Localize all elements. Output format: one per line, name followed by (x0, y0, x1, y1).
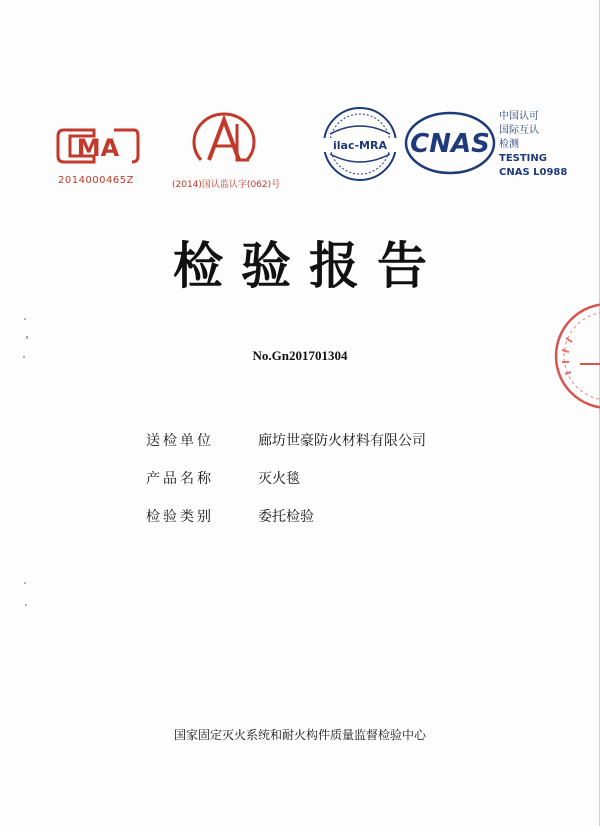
field-label-submitting-unit: 送检单位 (146, 433, 214, 449)
field-value-submitting-unit: 廊坊世豪防火材料有限公司 (258, 433, 426, 449)
cma-logo (54, 126, 142, 166)
field-label-product-name: 产品名称 (146, 471, 214, 487)
scan-speck (24, 582, 26, 584)
svg-text:ilac-MRA: ilac-MRA (333, 139, 387, 152)
scan-speck (24, 318, 26, 320)
field-label-inspection-type: 检验类别 (146, 509, 214, 525)
svg-text:CNAS: CNAS (410, 129, 490, 159)
scan-speck (25, 604, 27, 606)
cal-accreditation-caption: (2014)国认监认字(062)号 (172, 180, 281, 190)
ilac-mra-logo (316, 104, 404, 184)
scan-speck (23, 356, 25, 358)
cnas-logo (403, 110, 498, 176)
cnas-text-line: 国际互认 (499, 125, 539, 136)
cnas-accreditation-number: CNAS L0988 (499, 167, 568, 178)
cnas-text-line: TESTING (499, 153, 547, 164)
cal-logo (187, 108, 261, 174)
cma-code: 2014000465Z (58, 175, 134, 186)
scan-speck (26, 336, 28, 339)
cnas-text-line: 检测 (499, 139, 519, 150)
report-title: 检验报告 (173, 237, 445, 295)
field-value-inspection-type: 委托检验 (258, 509, 314, 525)
official-seal-stamp (552, 298, 600, 414)
svg-text:MA: MA (76, 134, 120, 162)
field-value-product-name: 灭火毯 (258, 471, 300, 487)
report-number: No.Gn201701304 (252, 348, 348, 363)
issuing-organization: 国家固定灭火系统和耐火构件质量监督检验中心 (173, 728, 426, 742)
cnas-text-line: 中国认可 (499, 111, 539, 122)
